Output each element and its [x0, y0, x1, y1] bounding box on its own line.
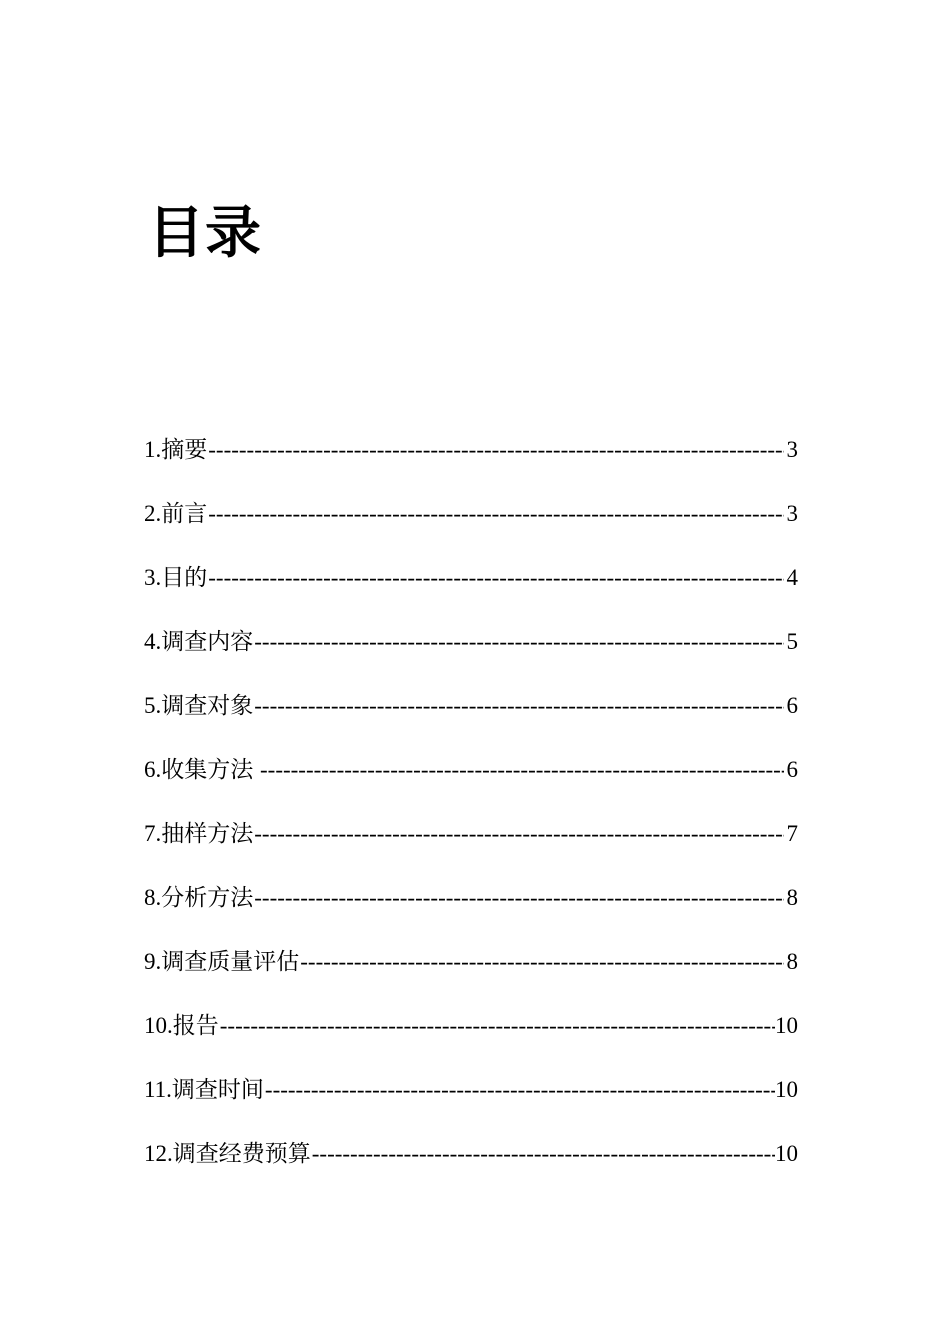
toc-entry-page: 3 [786, 501, 798, 526]
toc-dot-leader [300, 943, 784, 981]
toc-entry-page: 10 [775, 1013, 798, 1038]
toc-dot-leader [312, 1135, 775, 1173]
toc-entry-page: 10 [775, 1077, 798, 1102]
toc-entry [144, 687, 798, 751]
toc-entry-label: 1.摘要 [144, 437, 208, 462]
toc-entry [144, 623, 798, 687]
toc-title: 目录 [148, 201, 262, 266]
toc-entry-label: 12.调查经费预算 [144, 1141, 311, 1166]
toc-entry-label: 8.分析方法 [144, 885, 254, 910]
toc-dot-leader [220, 1007, 775, 1045]
toc-entry-page: 6 [786, 757, 798, 782]
toc-dot-leader [208, 559, 784, 597]
toc-entry-label: 6.收集方法 [144, 757, 259, 782]
toc-entry [144, 495, 798, 559]
toc-entry-label: 3.目的 [144, 565, 208, 590]
toc-entry [144, 879, 798, 943]
toc-entry-page: 7 [786, 821, 798, 846]
toc-dot-leader [254, 815, 784, 853]
toc-entry-label: 4.调查内容 [144, 629, 254, 654]
toc-entry [144, 559, 798, 623]
toc-entry-label: 5.调查对象 [144, 693, 254, 718]
toc-dot-leader [254, 879, 784, 917]
toc-list [144, 431, 798, 1199]
toc-entry-label: 10.报告 [144, 1013, 219, 1038]
toc-entry-page: 5 [786, 629, 798, 654]
toc-entry-page: 6 [786, 693, 798, 718]
toc-entry [144, 751, 798, 815]
toc-entry [144, 1007, 798, 1071]
toc-entry-page: 4 [786, 565, 798, 590]
toc-entry-label: 2.前言 [144, 501, 208, 526]
toc-dot-leader [254, 687, 784, 725]
toc-dot-leader [260, 751, 784, 789]
toc-entry-page: 8 [786, 885, 798, 910]
toc-entry [144, 1071, 798, 1135]
toc-dot-leader [208, 495, 784, 533]
toc-entry-label: 7.抽样方法 [144, 821, 254, 846]
toc-entry [144, 815, 798, 879]
toc-entry-page: 8 [786, 949, 798, 974]
toc-entry [144, 943, 798, 1007]
toc-entry [144, 431, 798, 495]
toc-entry-label: 9.调查质量评估 [144, 949, 300, 974]
toc-entry [144, 1135, 798, 1199]
toc-entry-page: 10 [775, 1141, 798, 1166]
toc-entry-page: 3 [786, 437, 798, 462]
toc-dot-leader [254, 623, 784, 661]
toc-dot-leader [265, 1071, 775, 1109]
toc-entry-label: 11.调查时间 [144, 1077, 264, 1102]
toc-dot-leader [208, 431, 784, 469]
